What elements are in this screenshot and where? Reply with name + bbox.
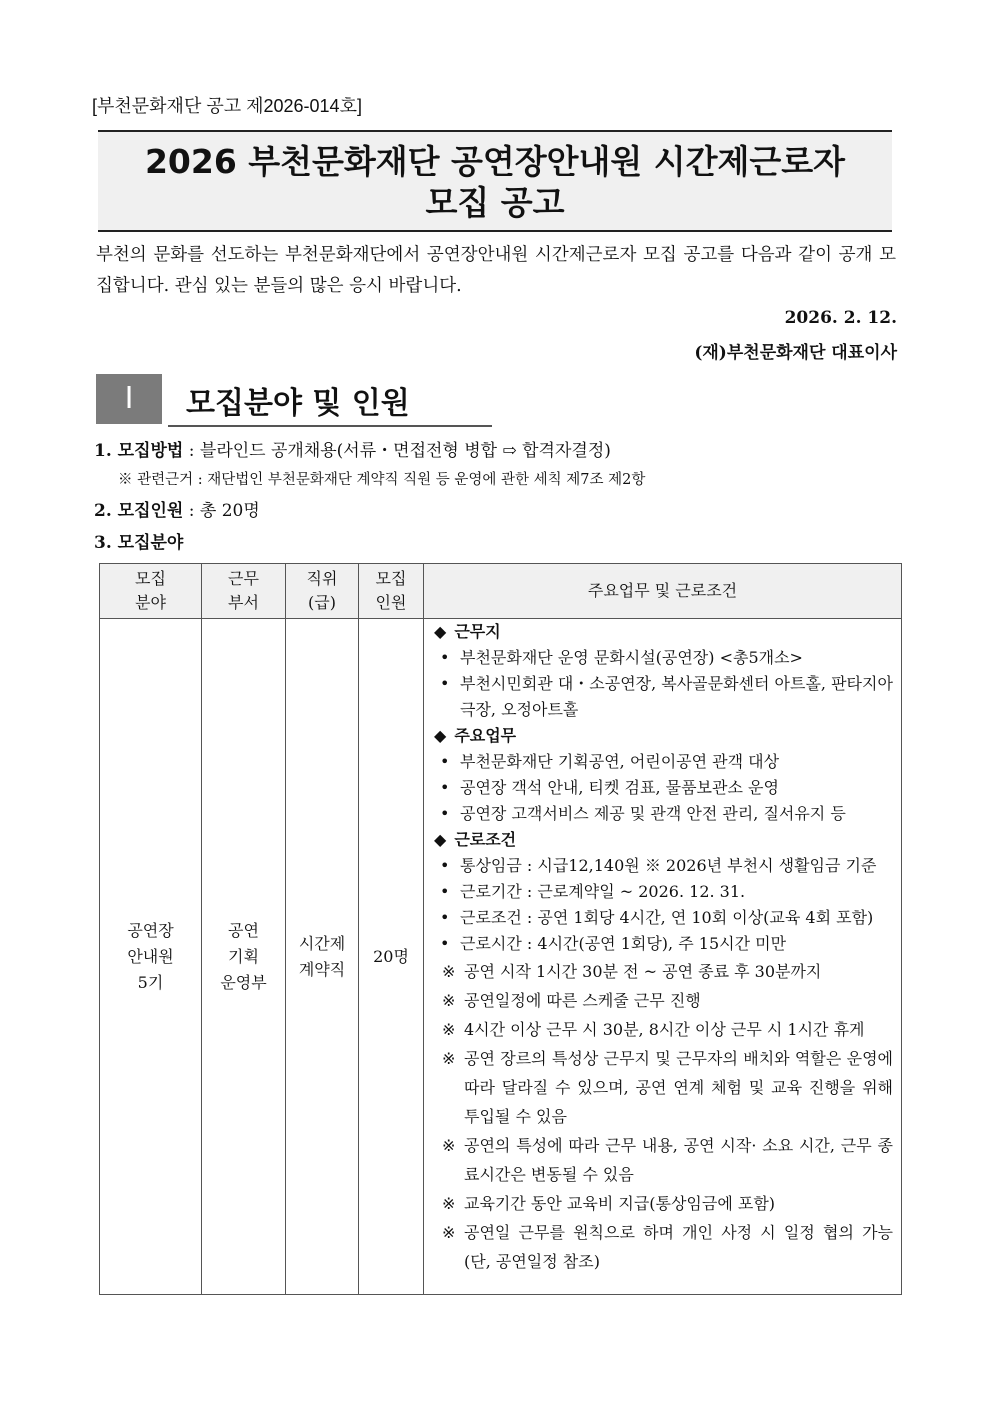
note-item: ※ 공연일 근무를 원칙으로 하며 개인 사정 시 일정 협의 가능 (단, 공연일정 참조) <box>434 1218 893 1276</box>
list-item: • 공연장 객석 안내, 티켓 검표, 물품보관소 운영 <box>434 775 893 801</box>
notice-date: 2026. 2. 12. <box>784 308 897 328</box>
notice-number: [부천문화재단 공고 제2026-014호] <box>92 96 362 116</box>
list-item: • 부천시민회관 대・소공연장, 복사골문화센터 아트홀, 판타지아 극장, 오정아트홀 <box>434 671 893 723</box>
recruit-method-label: 1. 모집방법 <box>94 441 184 461</box>
recruit-table <box>99 563 902 1295</box>
list-item: • 근로조건 : 공연 1회당 4시간, 연 10회 이상(교육 4회 포함) <box>434 905 893 931</box>
title-box <box>98 130 892 232</box>
cell-count: 20명 <box>359 619 424 1295</box>
note-item: ※ 공연 장르의 특성상 근무지 및 근무자의 배치와 역할은 운영에 따라 달라질 수 있으며, 공연 연계 체험 및 교육 진행을 위해 투입될 수 있음 <box>434 1044 893 1131</box>
recruit-field-label: 3. 모집분야 <box>94 533 184 553</box>
section-number-badge: Ⅰ <box>96 374 162 424</box>
table-header-row <box>100 564 902 619</box>
conditions-heading: ◆ 근로조건 <box>434 827 893 853</box>
header-duties: 주요업무 및 근로조건 <box>424 564 902 619</box>
list-item: • 부천문화재단 기획공연, 어린이공연 관객 대상 <box>434 749 893 775</box>
recruit-count-label: 2. 모집인원 <box>94 501 184 521</box>
page-title: 2026 부천문화재단 공연장안내원 시간제근로자 <box>144 142 846 181</box>
table-row <box>100 619 902 1295</box>
cell-duties <box>424 619 902 1295</box>
recruit-count <box>94 496 260 521</box>
recruit-method <box>94 436 611 461</box>
intro-paragraph: 부천의 문화를 선도하는 부천문화재단에서 공연장안내원 시간제근로자 모집 공고를 다음과 같이 공개 모집합니다. 관심 있는 분들의 많은 응시 바랍니다. <box>96 245 896 296</box>
note-item: ※ 공연일정에 따른 스케줄 근무 진행 <box>434 986 893 1015</box>
list-item: • 통상임금 : 시급12,140원 ※ 2026년 부천시 생활임금 기준 <box>434 853 893 879</box>
list-item: • 근로기간 : 근로계약일 ~ 2026. 12. 31. <box>434 879 893 905</box>
note-item: ※ 4시간 이상 근무 시 30분, 8시간 이상 근무 시 1시간 휴게 <box>434 1015 893 1044</box>
recruit-method-value: : 블라인드 공개채용(서류・면접전형 병합 ⇨ 합격자결정) <box>183 441 611 461</box>
workplace-heading: ◆ 근무지 <box>434 619 893 645</box>
section-underline <box>168 425 492 427</box>
legal-reference: ※ 관련근거 : 재단법인 부천문화재단 계약직 직원 등 운영에 관한 세칙 제7조 제2항 <box>118 472 646 488</box>
header-count: 모집 인원 <box>359 564 424 619</box>
cell-dept: 공연 기획 운영부 <box>202 619 286 1295</box>
recruit-field-heading <box>94 528 183 553</box>
recruit-count-value: : 총 20명 <box>183 501 260 521</box>
list-item: • 부천문화재단 운영 문화시설(공연장) <총5개소> <box>434 645 893 671</box>
note-item: ※ 공연의 특성에 따라 근무 내용, 공연 시작· 소요 시간, 근무 종료시간은 변동될 수 있음 <box>434 1131 893 1189</box>
note-item: ※ 교육기간 동안 교육비 지급(통상임금에 포함) <box>434 1189 893 1218</box>
header-field: 모집 분야 <box>100 564 202 619</box>
section-title: 모집분야 및 인원 <box>186 386 410 421</box>
issuer: (재)부천문화재단 대표이사 <box>694 343 897 363</box>
note-item: ※ 공연 시작 1시간 30분 전 ~ 공연 종료 후 30분까지 <box>434 957 893 986</box>
cell-field: 공연장 안내원 5기 <box>100 619 202 1295</box>
header-position: 직위 (급) <box>286 564 359 619</box>
page-subtitle: 모집 공고 <box>425 183 565 222</box>
duties-heading: ◆ 주요업무 <box>434 723 893 749</box>
cell-position: 시간제 계약직 <box>286 619 359 1295</box>
list-item: • 공연장 고객서비스 제공 및 관객 안전 관리, 질서유지 등 <box>434 801 893 827</box>
list-item: • 근로시간 : 4시간(공연 1회당), 주 15시간 미만 <box>434 931 893 957</box>
header-dept: 근무 부서 <box>202 564 286 619</box>
